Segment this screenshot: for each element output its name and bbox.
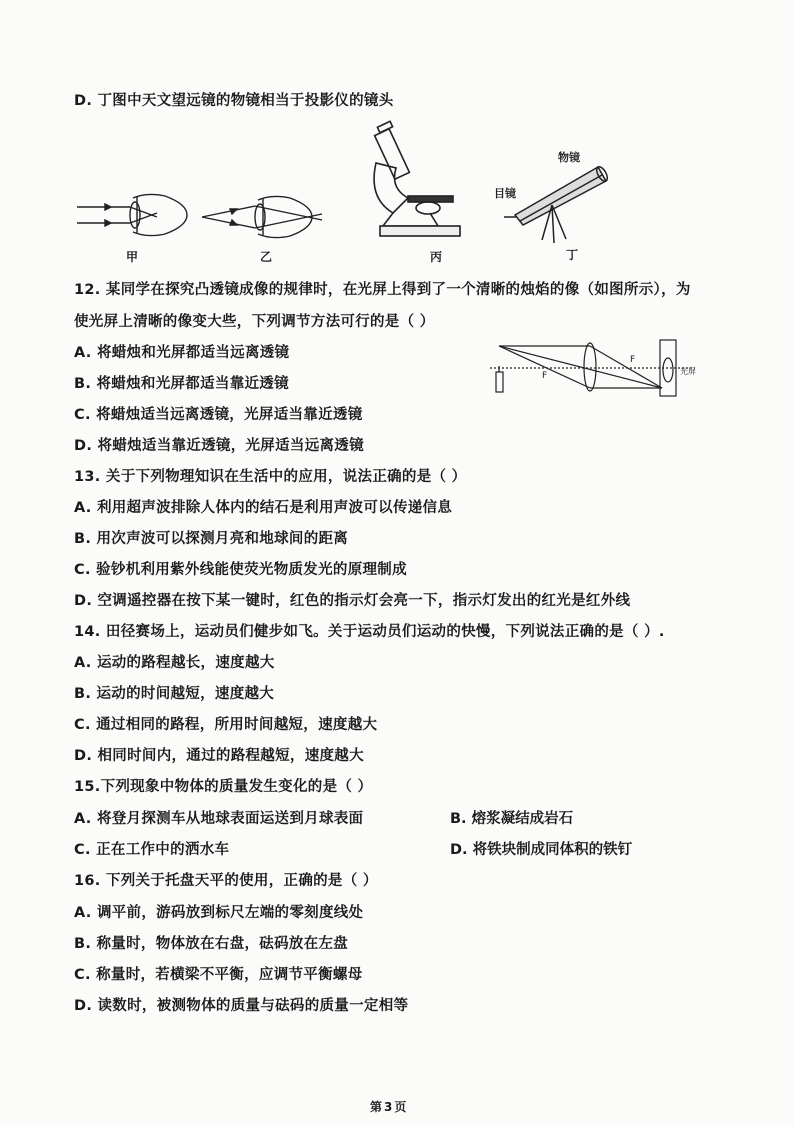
q14-stem: 14. 田径赛场上，运动员们健步如飞。关于运动员们运动的快慢，下列说法正确的是（ ）. xyxy=(74,624,665,640)
q14-option-d: D. 相同时间内，通过的路程越短，速度越大 xyxy=(74,748,364,764)
q13-option-c: C. 验钞机利用紫外线能使荧光物质发光的原理制成 xyxy=(74,562,407,578)
eyepiece-label: 目镜 xyxy=(494,187,516,200)
q13-option-d: D. 空调遥控器在按下某一键时，红色的指示灯会亮一下，指示灯发出的红光是红外线 xyxy=(74,593,631,609)
convex-lens xyxy=(584,343,596,391)
eye-diagram-jia xyxy=(75,190,195,240)
q13-option-a: A. 利用超声波排除人体内的结石是利用声波可以传递信息 xyxy=(74,500,453,516)
focal-point-right: F xyxy=(630,355,636,365)
q15-stem: 15.下列现象中物体的质量发生变化的是（ ） xyxy=(74,779,373,795)
microscope-diagram xyxy=(368,118,468,243)
telescope-diagram xyxy=(490,145,630,245)
q12-stem-line1: 12. 某同学在探究凸透镜成像的规律时，在光屏上得到了一个清晰的烛焰的像（如图所示），为 xyxy=(74,282,691,298)
q12-stem-line2: 使光屏上清晰的像变大些，下列调节方法可行的是（ ） xyxy=(74,314,435,330)
q12-option-b: B. 将蜡烛和光屏都适当靠近透镜 xyxy=(74,376,289,392)
caption-ding: 丁 xyxy=(566,248,579,262)
q15-option-d: D. 将铁块制成同体积的铁钉 xyxy=(450,842,633,858)
eyeball xyxy=(133,194,187,235)
q12-option-a: A. 将蜡烛和光屏都适当远离透镜 xyxy=(74,345,290,361)
q16-option-b: B. 称量时，物体放在右盘，砝码放在左盘 xyxy=(74,936,349,952)
q13-stem: 13. 关于下列物理知识在生活中的应用，说法正确的是（ ） xyxy=(74,469,467,485)
q15-option-a: A. 将登月探测车从地球表面运送到月球表面 xyxy=(74,811,364,827)
q16-option-a: A. 调平前，游码放到标尺左端的零刻度线处 xyxy=(74,905,364,921)
q16-option-c: C. 称量时，若横梁不平衡，应调节平衡螺母 xyxy=(74,967,363,983)
caption-bing: 丙 xyxy=(430,250,443,264)
q15-option-c: C. 正在工作中的洒水车 xyxy=(74,842,230,858)
caption-jia: 甲 xyxy=(126,250,139,264)
q13-option-b: B. 用次声波可以探测月亮和地球间的距离 xyxy=(74,531,349,547)
q14-option-a: A. 运动的路程越长，速度越大 xyxy=(74,655,275,671)
q14-option-c: C. 通过相同的路程，所用时间越短，速度越大 xyxy=(74,717,378,733)
objective-label: 物镜 xyxy=(558,151,580,164)
screen-label: 光屏 xyxy=(680,367,696,376)
q16-option-d: D. 读数时，被测物体的质量与砝码的质量一定相等 xyxy=(74,998,409,1014)
caption-yi: 乙 xyxy=(260,250,273,264)
eye-diagram-yi xyxy=(200,192,330,242)
q11-option-d: D. 丁图中天文望远镜的物镜相当于投影仪的镜头 xyxy=(74,93,394,109)
page-number: 第3页 xyxy=(370,1100,409,1114)
q12-option-c: C. 将蜡烛适当远离透镜，光屏适当靠近透镜 xyxy=(74,407,363,423)
focal-point-left: F xyxy=(542,371,548,381)
q14-option-b: B. 运动的时间越短，速度越大 xyxy=(74,686,275,702)
q16-stem: 16. 下列关于托盘天平的使用，正确的是（ ） xyxy=(74,873,378,889)
q12-option-d: D. 将蜡烛适当靠近透镜，光屏适当远离透镜 xyxy=(74,438,364,454)
candle xyxy=(496,372,503,392)
q15-option-b: B. 熔浆凝结成岩石 xyxy=(450,811,574,827)
lens-imaging-diagram xyxy=(490,330,710,400)
